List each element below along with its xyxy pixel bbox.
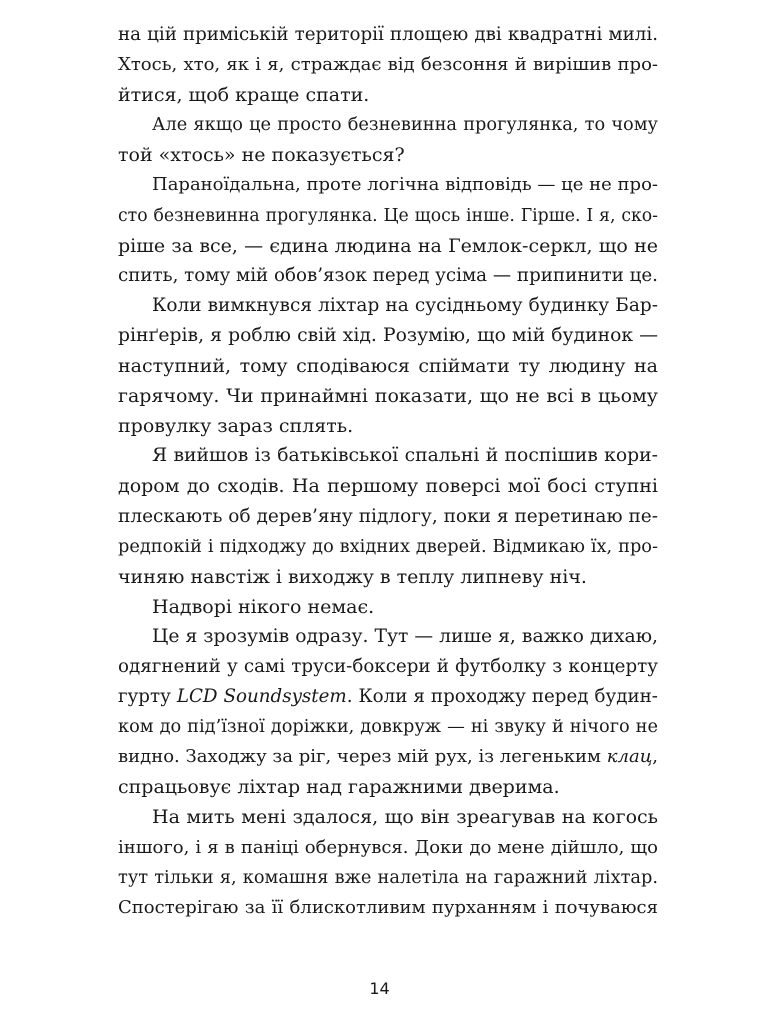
text-line: Параноїдальна, проте логічна відповідь — це не про-	[152, 174, 658, 196]
italic-phrase: клац	[606, 746, 653, 768]
text-line-segment: гурту	[118, 686, 177, 708]
text-line: наступний, тому сподіваюся спіймати ту людину на	[118, 355, 658, 378]
text-line-segment: . Коли я проходжу перед будин-	[346, 686, 658, 708]
text-line: редпокій і підходжу до вхідних дверей. Відмикаю їх, про-	[118, 536, 658, 557]
text-line	[118, 682, 658, 712]
text-line: ком до під’їзної доріжки, довкруж — ні звуку й нічого не	[118, 717, 658, 738]
text-line: спить, тому мій обов’язок перед усіма — припинити це.	[118, 264, 658, 286]
text-line: Але якщо це просто безневинна прогулянка, то чому	[152, 115, 658, 136]
text-line: гарячому. Чи принаймні показати, що не всі в цьому	[118, 385, 658, 408]
text-line: Це я зрозумів одразу. Тут — лише я, важко дихаю,	[152, 625, 658, 647]
text-line: Спостерігаю за її блискотливим пурханням і почуваюся	[118, 896, 658, 918]
italic-phrase: LCD Soundsystem	[176, 686, 347, 708]
text-line: Хтось, хто, як і я, страждає від безсоння й вирішив про-	[118, 54, 658, 76]
text-line: провулку зараз сплять.	[118, 415, 354, 438]
text-line: Коли вимкнувся ліхтар на сусідньому будинку Бар-	[152, 294, 658, 316]
text-line: тут тільки я, комашня вже налетіла на гаражний ліхтар.	[118, 867, 658, 888]
text-line: Я вийшов із батьківської спальні й поспішив кори-	[152, 445, 658, 467]
text-line: ріше за все, — єдина людина на Гемлок-серкл, що не	[118, 234, 658, 257]
text-line-segment: ,	[652, 746, 658, 768]
text-line: Надворі нікого немає.	[152, 595, 375, 618]
text-line: На мить мені здалося, що він зреагував на когось	[152, 806, 658, 829]
text-line: чиняю навстіж і виходжу в теплу липневу ніч.	[118, 565, 587, 588]
text-line: рінґерів, я роблю свій хід. Розумію, що мій будинок —	[118, 324, 658, 346]
text-line: на цій приміській території площею дві квадратні милі.	[118, 24, 658, 45]
text-line: йтися, щоб краще спати.	[118, 84, 370, 107]
text-line: іншого, і я в паніці обернувся. Доки до мене дійшло, що	[118, 836, 658, 858]
text-line: той «хтось» не показується?	[118, 144, 405, 167]
text-line: одягнений у самі труси-боксери й футболку з концерту	[118, 655, 658, 677]
text-line: дором до сходів. На першому поверсі мої босі ступні	[118, 475, 658, 498]
page-number: 14	[369, 979, 390, 998]
text-line: плескають об дерев’яну підлогу, поки я перетинаю пе-	[118, 505, 658, 527]
text-line-segment: видно. Заходжу за ріг, через мій рух, із легеньким	[118, 746, 607, 768]
text-line	[118, 742, 658, 772]
text-line: сто безневинна прогулянка. Це щось інше. Гірше. І я, ско-	[118, 205, 658, 226]
body-text	[118, 20, 658, 923]
text-line: спрацьовує ліхтар над гаражними дверима.	[118, 776, 560, 799]
